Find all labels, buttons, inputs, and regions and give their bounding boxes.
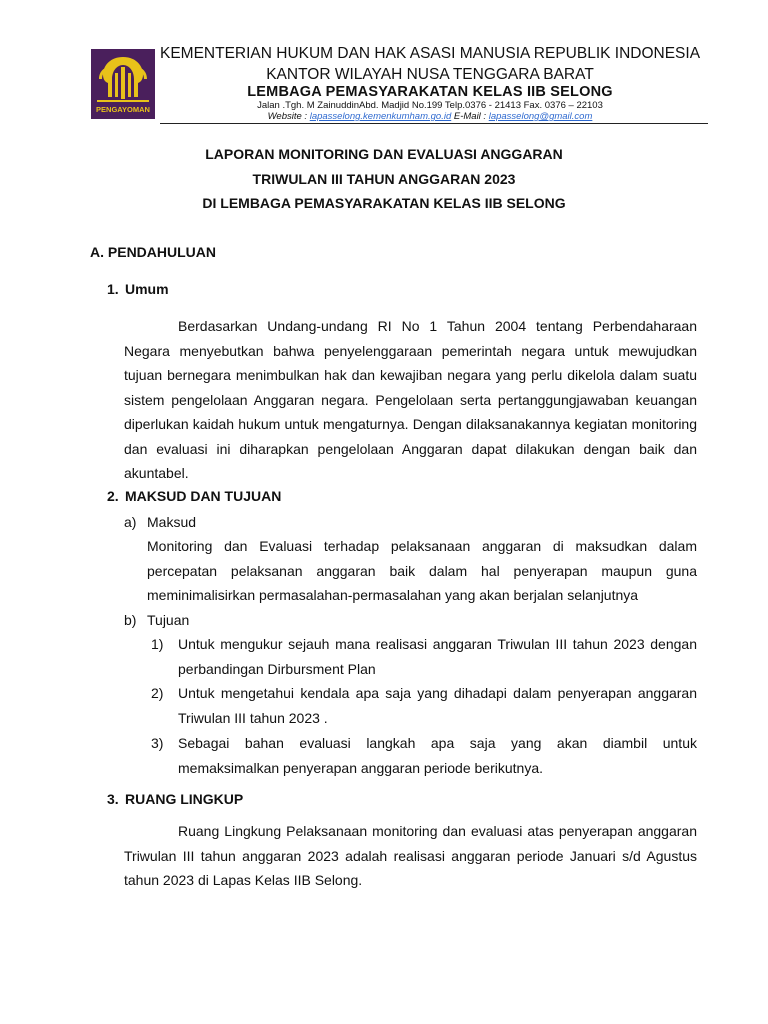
tujuan-item-3-number: 3) — [151, 735, 164, 751]
email-label: E-Mail : — [453, 111, 487, 122]
website-link[interactable]: lapasselong.kemenkumham.go.id — [309, 111, 452, 122]
address-line: Jalan .Tgh. M ZainuddinAbd. Madjid No.199 Telp.0376 - 21413 Fax. 0376 – 22103 — [257, 100, 603, 111]
ministry-name: KEMENTERIAN HUKUM DAN HAK ASASI MANUSIA REPUBLIK INDONESIA — [160, 45, 701, 62]
institution-name: LEMBAGA PEMASYARAKATAN KELAS IIB SELONG — [247, 84, 613, 100]
tujuan-item-1-number: 1) — [151, 636, 164, 652]
section-3-text: Ruang Lingkung Pelaksanaan monitoring dan evaluasi atas penyerapan anggaran Triwulan III tahun anggaran 2023 adalah realisasi anggaran periode Januari s/d Agustus tahun 2023 di Lapas Kelas IIB Selong. — [124, 823, 697, 888]
section-1-title: Umum — [125, 281, 169, 297]
email-link[interactable]: lapasselong@gmail.com — [488, 111, 593, 122]
letterhead — [0, 0, 768, 126]
maksud-title: Maksud — [147, 514, 197, 530]
tujuan-label: b) — [124, 612, 137, 628]
section-a-heading: A. PENDAHULUAN — [90, 244, 216, 260]
tujuan-item-3-text: Sebagai bahan evaluasi langkah apa saja yang akan diambil untuk memaksimalkan penyerapan anggaran periode berikutnya. — [178, 735, 697, 776]
maksud-label: a) — [124, 514, 137, 530]
report-title-line-1: LAPORAN MONITORING DAN EVALUASI ANGGARAN — [205, 146, 563, 162]
website-label: Website : — [267, 111, 308, 122]
section-1-number: 1. — [107, 281, 119, 297]
contact-line — [160, 111, 700, 122]
logo-text: PENGAYOMAN — [96, 105, 150, 114]
tujuan-title: Tujuan — [147, 612, 190, 628]
section-3-number: 3. — [107, 791, 119, 807]
regional-office-name: KANTOR WILAYAH NUSA TENGGARA BARAT — [266, 66, 594, 83]
section-1-paragraph — [124, 314, 697, 486]
tujuan-item-2-number: 2) — [151, 685, 164, 701]
section-1-text: Berdasarkan Undang-undang RI No 1 Tahun 2004 tentang Perbendaharaan Negara menyebutkan bahwa penyelenggaraan pemerintah negara untuk mewujudkan tujuan bernegara menimbulkan hak dan kewajiban negara yang perlu dikelola dalam suatu sistem pengelolaan Anggaran negara. Pengelolaan serta pertanggungjawaban keuangan diperlukan kaidah hukum untuk mengaturnya. Dengan dilaksanakannya kegiatan monitoring dan evaluasi ini diharapkan pengelolaan Anggaran dapat dilakukan dengan baik dan akuntabel. — [124, 318, 697, 481]
section-3-paragraph — [124, 819, 697, 893]
pengayoman-logo-icon — [91, 49, 155, 119]
tujuan-item-2-text: Untuk mengetahui kendala apa saja yang dihadapi dalam penyerapan anggaran Triwulan III tahun 2023 . — [178, 685, 697, 726]
tujuan-item-1-text: Untuk mengukur sejauh mana realisasi anggaran Triwulan III tahun 2023 dengan perbandingan Dirbursment Plan — [178, 636, 697, 677]
section-2-number: 2. — [107, 488, 119, 504]
section-2-title: MAKSUD DAN TUJUAN — [125, 488, 282, 504]
section-3-title: RUANG LINGKUP — [125, 791, 244, 807]
letterhead-divider — [160, 123, 708, 124]
report-title-line-2: TRIWULAN III TAHUN ANGGARAN 2023 — [252, 171, 516, 187]
maksud-text: Monitoring dan Evaluasi terhadap pelaksanaan anggaran di maksudkan dalam percepatan pelaksanan anggaran baik dalam hal penyerapan maupun guna meminimalisirkan permasalahan-permasalahan yang akan berjalan selanjutnya — [147, 538, 697, 603]
report-title-line-3: DI LEMBAGA PEMASYARAKATAN KELAS IIB SELONG — [202, 195, 566, 211]
